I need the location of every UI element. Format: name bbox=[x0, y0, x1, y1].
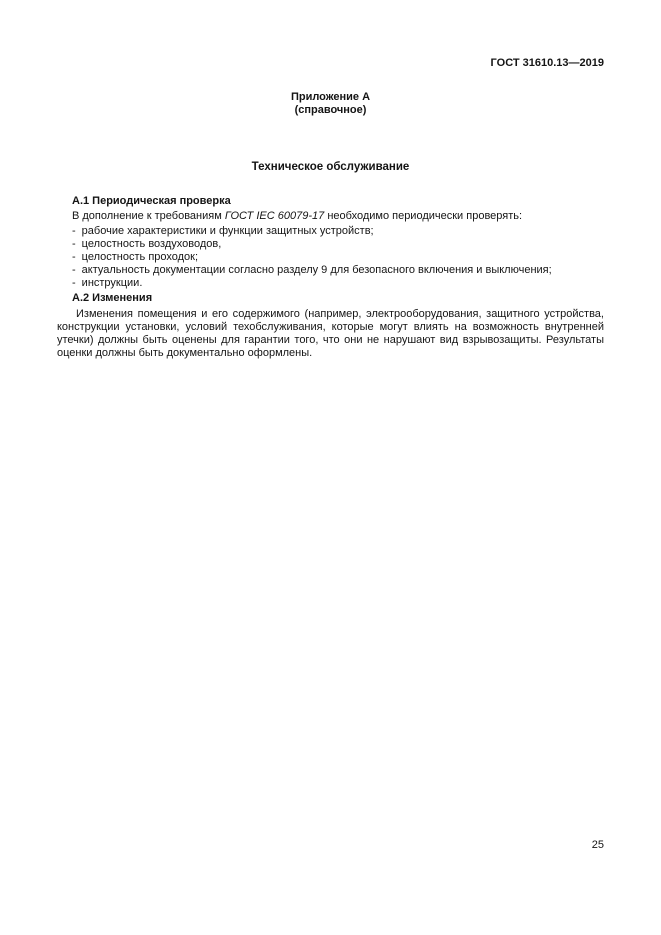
list-item-marker: - bbox=[72, 277, 76, 289]
list-item bbox=[57, 225, 604, 238]
appendix-title: Техническое обслуживание bbox=[251, 161, 410, 173]
list-item-text: актуальность документации согласно разделу 9 для безопасного включения и выключения; bbox=[81, 264, 552, 276]
list-item-text: целостность проходок; bbox=[81, 251, 199, 263]
list-item bbox=[57, 277, 604, 290]
list-item-marker: - bbox=[72, 264, 76, 276]
list-item-text: целостность воздуховодов, bbox=[81, 238, 222, 250]
list-item bbox=[57, 238, 604, 251]
periodic-check-list bbox=[57, 225, 604, 290]
document-body bbox=[57, 195, 604, 360]
list-item-marker: - bbox=[72, 238, 76, 250]
list-item-marker: - bbox=[72, 225, 76, 237]
list-item bbox=[57, 251, 604, 264]
list-item-text: инструкции. bbox=[81, 277, 143, 289]
intro-standard-reference: ГОСТ IEC 60079-17 bbox=[224, 210, 325, 222]
page-number: 25 bbox=[591, 839, 604, 851]
section-a2-heading: А.2 Изменения bbox=[72, 292, 153, 304]
appendix-kind: (справочное) bbox=[294, 104, 367, 116]
section-a1-heading: А.1 Периодическая проверка bbox=[72, 195, 231, 207]
doc-number: ГОСТ 31610.13—2019 bbox=[490, 57, 604, 69]
list-item bbox=[57, 264, 604, 277]
intro-prefix: В дополнение к требованиям bbox=[72, 210, 225, 222]
appendix-label: Приложение А bbox=[290, 91, 371, 103]
section-a1-intro bbox=[57, 210, 604, 223]
intro-suffix: необходимо периодически проверять: bbox=[324, 210, 523, 222]
list-item-marker: - bbox=[72, 251, 76, 263]
section-a2-body: Изменения помещения и его содержимого (например, электрооборудования, защитного устройства, конструкции установки, условий техобслуживания, которые могут влиять на возможность внутренней утечки) должны быть оценены для гарантии того, что они не нарушают вид взрывозащиты. Результаты оценки должны быть документально оформлены. bbox=[57, 308, 604, 359]
list-item-text: рабочие характеристики и функции защитных устройств; bbox=[81, 225, 374, 237]
appendix-heading bbox=[57, 91, 604, 117]
